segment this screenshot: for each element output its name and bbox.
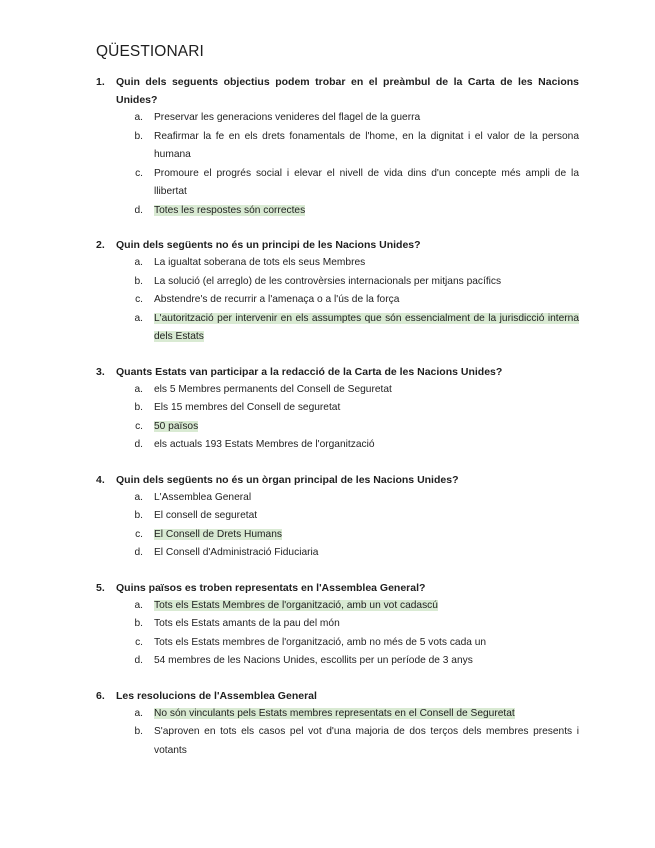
option-text-wrapper bbox=[154, 544, 579, 563]
option-text-wrapper bbox=[154, 310, 579, 347]
option-letter: d. bbox=[134, 439, 143, 450]
question-2 bbox=[96, 236, 579, 347]
option-text-wrapper bbox=[154, 526, 579, 545]
option-text-wrapper bbox=[154, 597, 579, 616]
option-text: Abstendre's de recurrir a l'amenaça o a l'ús de la força bbox=[154, 294, 400, 305]
option-text-wrapper bbox=[154, 418, 579, 437]
question-text: Les resolucions de l'Assemblea General bbox=[116, 689, 317, 702]
option-text-highlighted: El Consell de Drets Humans bbox=[154, 528, 282, 540]
option-text: 54 membres de les Nacions Unides, escollits per un període de 3 anys bbox=[154, 655, 473, 666]
answer-options bbox=[96, 381, 579, 455]
answer-option bbox=[96, 615, 579, 634]
option-text: Reafirmar la fe en els drets fonamentals de l'home, en la dignitat i el valor de la persona humana bbox=[154, 130, 579, 160]
page-title: QÜESTIONARI bbox=[96, 43, 204, 60]
option-text: El Consell d'Administració Fiduciaria bbox=[154, 547, 319, 558]
option-text-highlighted: No són vinculants pels Estats membres representats en el Consell de Seguretat bbox=[154, 707, 515, 719]
option-letter: d. bbox=[134, 204, 143, 216]
option-letter: c. bbox=[135, 420, 143, 432]
answer-options bbox=[96, 597, 579, 671]
option-letter: c. bbox=[135, 528, 143, 540]
option-text-wrapper bbox=[154, 399, 579, 418]
option-text-wrapper bbox=[154, 381, 579, 400]
option-text: Promoure el progrés social i elevar el nivell de vida dins d'un concepte més ampli de la llibertat bbox=[154, 167, 579, 197]
option-text-highlighted: Tots els Estats Membres de l'organització, amb un vot cadascú bbox=[154, 599, 438, 611]
question-text: Quins països es troben representats en l'Assemblea General? bbox=[116, 581, 426, 594]
question-text: Quants Estats van participar a la redacció de la Carta de les Nacions Unides? bbox=[116, 365, 503, 378]
question-6 bbox=[96, 687, 579, 761]
question-number: 2. bbox=[96, 239, 105, 251]
answer-option bbox=[96, 544, 579, 563]
answer-option bbox=[96, 507, 579, 526]
question-header bbox=[96, 687, 579, 705]
answer-option bbox=[96, 634, 579, 653]
answer-option bbox=[96, 273, 579, 292]
option-text-wrapper bbox=[154, 202, 579, 221]
option-text: Preservar les generacions venideres del flagel de la guerra bbox=[154, 112, 421, 123]
answer-option bbox=[96, 489, 579, 508]
question-number: 5. bbox=[96, 581, 105, 594]
question-5 bbox=[96, 579, 579, 671]
option-text: els 5 Membres permanents del Consell de Seguretat bbox=[154, 383, 392, 395]
option-text-wrapper bbox=[154, 705, 579, 724]
option-text: Els 15 membres del Consell de seguretat bbox=[154, 402, 341, 413]
question-header bbox=[96, 579, 579, 597]
option-text: Tots els Estats membres de l'organització, amb no més de 5 vots cada un bbox=[154, 636, 487, 648]
option-letter: c. bbox=[135, 636, 143, 648]
question-header bbox=[96, 363, 579, 381]
answer-option bbox=[96, 128, 579, 165]
option-text-wrapper bbox=[154, 652, 579, 671]
option-text-wrapper bbox=[154, 273, 579, 292]
option-text: Tots els Estats amants de la pau del món bbox=[154, 618, 340, 629]
answer-option bbox=[96, 436, 579, 455]
option-letter: a. bbox=[134, 383, 143, 395]
option-text-wrapper bbox=[154, 128, 579, 165]
question-text: Quin dels següents no és un principi de les Nacions Unides? bbox=[116, 239, 421, 251]
option-text-wrapper bbox=[154, 507, 579, 526]
option-text-wrapper bbox=[154, 291, 579, 310]
questions-list bbox=[96, 73, 579, 760]
answer-option bbox=[96, 202, 579, 221]
answer-options bbox=[96, 109, 579, 220]
question-header bbox=[96, 236, 579, 254]
answer-option bbox=[96, 723, 579, 760]
answer-option bbox=[96, 526, 579, 545]
option-letter: b. bbox=[134, 510, 143, 521]
option-text: L'Assemblea General bbox=[154, 491, 252, 503]
question-text: Quin dels seguents objectius podem trobar en el preàmbul de la Carta de les Nacions Unides? bbox=[116, 76, 579, 106]
answer-option bbox=[96, 165, 579, 202]
option-text-wrapper bbox=[154, 109, 579, 128]
option-text-wrapper bbox=[154, 165, 579, 202]
option-text: els actuals 193 Estats Membres de l'organització bbox=[154, 439, 375, 450]
question-text: Quin dels següents no és un òrgan principal de les Nacions Unides? bbox=[116, 473, 459, 486]
option-text: S'aproven en tots els casos pel vot d'una majoria de dos terços dels membres presents i votants bbox=[154, 726, 579, 756]
option-text-wrapper bbox=[154, 634, 579, 653]
option-text-highlighted: Totes les respostes són correctes bbox=[154, 204, 306, 216]
option-letter: a. bbox=[134, 112, 143, 123]
answer-options bbox=[96, 254, 579, 347]
question-number: 6. bbox=[96, 689, 105, 702]
option-letter: a. bbox=[134, 312, 143, 324]
question-header bbox=[96, 471, 579, 489]
option-letter: a. bbox=[134, 599, 143, 611]
option-letter: a. bbox=[134, 257, 143, 268]
option-letter: b. bbox=[134, 130, 143, 142]
answer-option bbox=[96, 399, 579, 418]
option-text: El consell de seguretat bbox=[154, 510, 258, 521]
answer-option bbox=[96, 418, 579, 437]
option-letter: c. bbox=[135, 294, 143, 305]
option-text-highlighted: L'autorització per intervenir en els assumptes que són essencialment de la jurisdicció interna dels Estats bbox=[154, 312, 579, 342]
option-text-wrapper bbox=[154, 254, 579, 273]
answer-option bbox=[96, 652, 579, 671]
option-text-wrapper bbox=[154, 615, 579, 634]
option-letter: d. bbox=[134, 547, 143, 558]
option-letter: b. bbox=[134, 726, 143, 737]
option-letter: b. bbox=[134, 275, 143, 287]
question-number: 3. bbox=[96, 365, 105, 378]
option-text: La igualtat soberana de tots els seus Membres bbox=[154, 257, 366, 268]
question-4 bbox=[96, 471, 579, 563]
answer-option bbox=[96, 310, 579, 347]
option-letter: a. bbox=[134, 707, 143, 719]
answer-option bbox=[96, 597, 579, 616]
question-3 bbox=[96, 363, 579, 455]
option-letter: b. bbox=[134, 402, 143, 413]
question-number: 1. bbox=[96, 76, 105, 88]
option-letter: d. bbox=[134, 655, 143, 666]
answer-options bbox=[96, 705, 579, 761]
question-number: 4. bbox=[96, 473, 105, 486]
option-text-wrapper bbox=[154, 436, 579, 455]
option-text: La solució (el arreglo) de les controvèrsies internacionals per mitjans pacífics bbox=[154, 275, 502, 287]
option-letter: a. bbox=[134, 491, 143, 503]
option-text-wrapper bbox=[154, 723, 579, 760]
option-text-highlighted: 50 països bbox=[154, 420, 199, 432]
option-letter: c. bbox=[135, 167, 143, 179]
answer-option bbox=[96, 705, 579, 724]
answer-option bbox=[96, 254, 579, 273]
answer-options bbox=[96, 489, 579, 563]
option-text-wrapper bbox=[154, 489, 579, 508]
answer-option bbox=[96, 291, 579, 310]
option-letter: b. bbox=[134, 618, 143, 629]
answer-option bbox=[96, 109, 579, 128]
question-1 bbox=[96, 73, 579, 220]
question-header bbox=[96, 73, 579, 109]
answer-option bbox=[96, 381, 579, 400]
